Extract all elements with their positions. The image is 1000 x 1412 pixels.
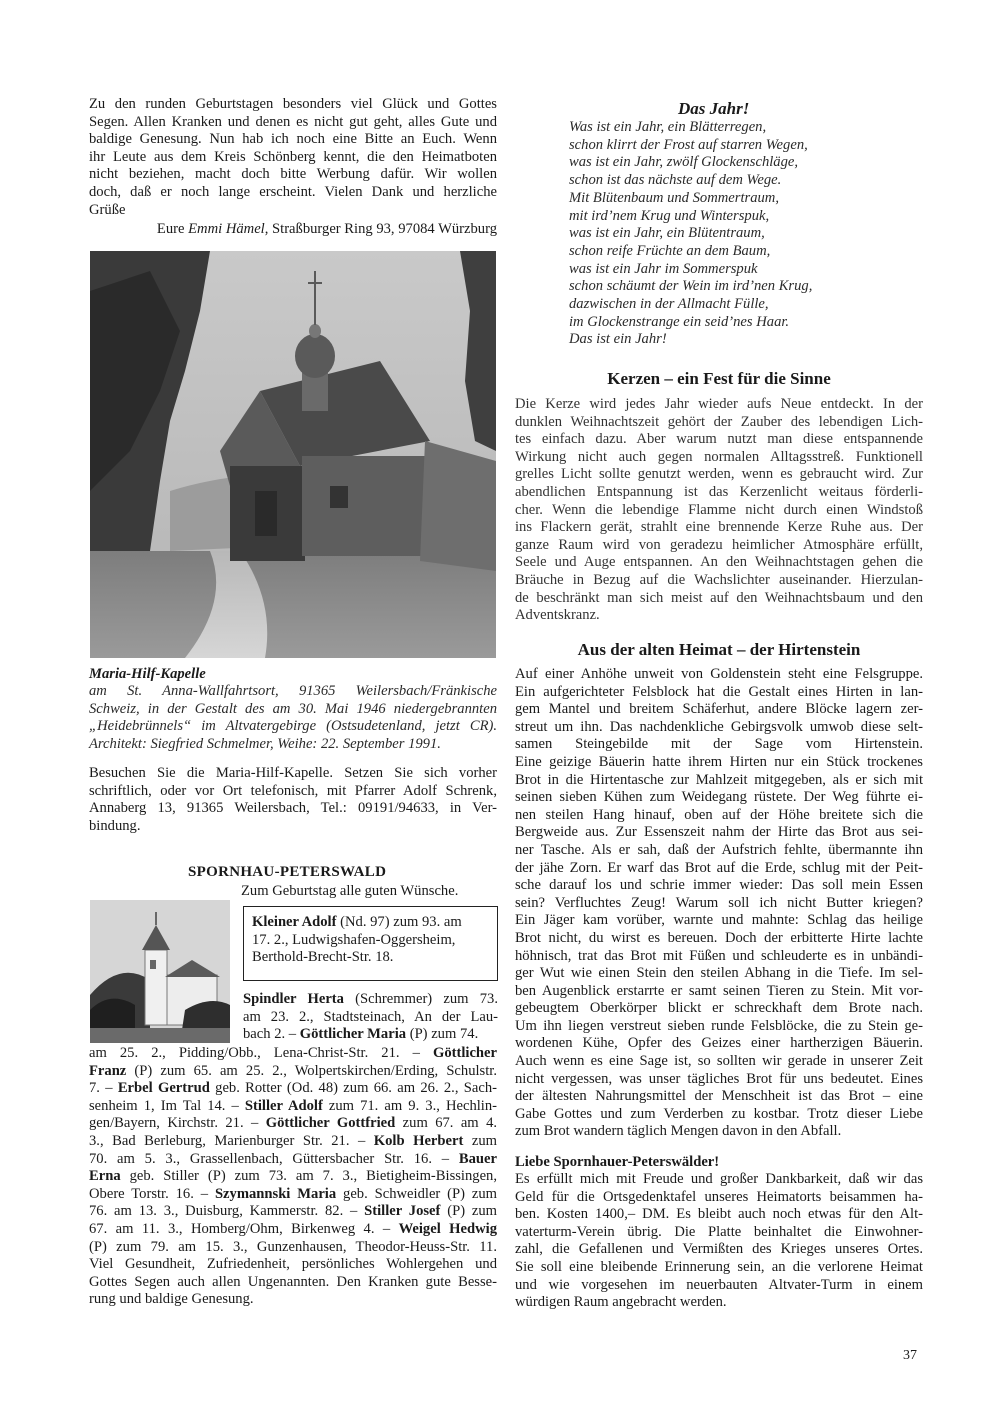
person-name: Spindler Herta [243, 991, 344, 1007]
poem-line: Das ist ein Jahr! [569, 331, 667, 348]
text-line: samen Steingebilde mit der Sage vom Hirtenstein. [515, 736, 923, 753]
poem-title: Das Jahr! [678, 99, 750, 118]
entry-text: 70. am 5. 3., Grassellenbach, Güttersbacher Str. 16. – [89, 1150, 459, 1167]
entry-text: (P) zum 79. am 15. 3., Gunzenhausen, Theodor-Heuss-Str. 11. [89, 1238, 497, 1255]
text-line: Ein Jäger kam vorüber, warnte und mahnte: Schlag das heilige [515, 912, 923, 929]
entry-text: (P) zum [440, 1203, 497, 1220]
text-line: Auch wenn es eine Sage ist, so sollten wir gerade in unserer Zeit [515, 1053, 923, 1070]
hirten-text [515, 666, 923, 1141]
person-name: Stiller Adolf [244, 1097, 323, 1114]
chapel-photo [90, 251, 496, 658]
text-line: Schweiz, in der Gestalt des am 30. Mai 1946 niedergebrannten [89, 700, 497, 717]
poem-line: was ist ein Jahr, zwölf Glockenschläge, [569, 154, 799, 171]
kerzen-title: Kerzen – ein Fest für die Sinne [607, 369, 831, 388]
text-line: und wie vorgesehen im neuerbauten Altvater-Turm in einem [515, 1276, 923, 1293]
signature-line [89, 221, 497, 239]
text-line: nicht beziehen, macht doch bitte Werbung dafür. Wir wollen [89, 166, 497, 183]
entry-line [89, 1045, 497, 1063]
signature-address: , Straßburger Ring 93, 97084 Würzburg [264, 221, 497, 237]
signature-name: Emmi Hämel [188, 221, 265, 237]
text-line: dunklen Weihnachtszeit gehört der Zauber des lebendigen Lich- [515, 413, 923, 430]
entry-line [243, 1009, 498, 1027]
page-number: 37 [903, 1348, 917, 1363]
text-line: gem Mantel und breitem Schäferhut, andere Blöcke lagern zer- [515, 701, 923, 718]
text-line: ben Augenblick erstarrte er samt seinen Tieren zu Stein. Mit vor- [515, 982, 923, 999]
poem-line: schon ist das nächste auf dem Wege. [569, 172, 782, 189]
church-photo-image [90, 900, 230, 1043]
text-line: Seele und Auge entspannen. An den Weihnachtstagen gehen die [515, 554, 923, 571]
letter-text [515, 1171, 923, 1312]
person-name: Weigel Hedwig [398, 1220, 497, 1237]
text-line: baldige Genesung. Nun hab ich noch eine Bitte an Euch. Wenn [89, 131, 497, 148]
entry-text: Viel Gesundheit, Zufriedenheit, persönliches Wohlergehen und [89, 1256, 497, 1273]
text-line: „Heidebrünnels“ im Altvatergebirge (Ostsudetenland, jetzt CR). [89, 718, 497, 735]
text-line: wordenen Kühe, Opfer des Geizes einer hartherzigen Bäuerin. [515, 1035, 923, 1052]
person-name: Göttlicher [432, 1045, 497, 1061]
text-line: tes einfach dazu. Aber warum nutzt man diese entspannende [515, 431, 923, 448]
signature-prefix: Eure [156, 221, 189, 237]
person-name: Szymannski Maria [214, 1185, 337, 1202]
text-line: streut um ihn. Das nachdenkliche Gebirgsvolk umwob diese selt- [515, 718, 923, 735]
text-line: ner Tasche. Als er sah, daß der Aufstrich fehlte, übermannte ihn [515, 841, 923, 858]
photo-caption-title: Maria-Hilf-Kapelle [89, 666, 206, 682]
birthday-entries [89, 1045, 497, 1309]
entry-text: geb. Schweidler (P) zum [336, 1185, 497, 1202]
entry-line [89, 1291, 497, 1309]
entry-line [89, 1186, 497, 1204]
text-line: Eine geizige Bäuerin hatte ihrem Hirten nur ein Stück trockenes [515, 753, 923, 770]
entry-text: Gottes Segen auch allen Ungenannten. Den Kranken gute Besse- [89, 1273, 497, 1290]
person-name: Bauer [458, 1150, 497, 1167]
box-entry-name: Kleiner Adolf [252, 914, 337, 930]
text-line: de beschränkt man sich meist auf den Weihnachtsbaum und den [515, 589, 923, 606]
entry-line [243, 991, 498, 1009]
entry-line [89, 1151, 497, 1169]
text-line: zum Brot wandern täglich Mengen davon in den Abfall. [515, 1123, 842, 1140]
text-line: abendlichen Entspannung ist das Kerzenlicht weitaus förderli- [515, 483, 923, 500]
text-line: der jähe Zorn. Er warf das Brot auf die Erde, schlug mit der Peit- [515, 859, 923, 876]
person-name: Erbel Gertrud [117, 1080, 210, 1097]
letter-heading: Liebe Spornhauer-Peterswälder! [515, 1154, 720, 1170]
poem-line: mit ird’nem Krug und Winterspuk, [569, 207, 770, 224]
text-line: Um ihn liegen verstreut sieben runde Felsblöcke, die zu Stein ge- [515, 1017, 923, 1034]
box-entry-line-3: Berthold-Brecht-Str. 18. [252, 949, 394, 966]
entry-line [89, 1115, 497, 1133]
poem-line: was ist ein Jahr im Sommerspuk [569, 260, 758, 277]
entry-text: zum [463, 1132, 497, 1149]
birthday-intro: Zum Geburtstag alle guten Wünsche. [241, 883, 459, 899]
person-name: Göttlicher Gottfried [265, 1115, 396, 1132]
text-line: am St. Anna-Wallfahrtsort, 91365 Weilersbach/Fränkische [89, 683, 497, 699]
text-line: Adventskranz. [515, 607, 600, 624]
entry-line [89, 1256, 497, 1274]
box-entry-rest: (Nd. 97) zum 93. am [336, 914, 462, 930]
entry-text: senheim 1, Im Tal 14. – [89, 1097, 245, 1114]
text-line: zahl, die Gefallenen und Vermißten des Krieges unseres Ortes. [515, 1241, 923, 1258]
section-title: SPORNHAU-PETERSWALD [188, 864, 387, 880]
text-line: ben. Kosten 1400,– DM. Es bleibt auch noch etwas für den Alt- [515, 1206, 923, 1223]
photo-caption [89, 683, 497, 753]
person-name: Kolb Herbert [373, 1132, 464, 1149]
entry-text: am 23. 2., Stadtsteinach, An der Lau- [243, 1008, 498, 1025]
entry-text: (P) zum 65. am 25. 2., Wolpertskirchen/Erding, Schulstr. [126, 1062, 497, 1079]
entry-text: 3., Bad Berleburg, Marienburger Str. 21. – [89, 1132, 374, 1149]
text-line: gebeugtem Oberkörper blickt er schreckhaft dem Brote nach. [515, 1000, 923, 1017]
text-line: Bräuche in Bezug auf die Wachslichter auseinander. Hierzulan- [515, 571, 923, 588]
person-name: Stiller Josef [364, 1203, 441, 1220]
person-name: Göttlicher Maria [299, 1026, 407, 1043]
person-name: Franz [89, 1062, 127, 1079]
text-line: Die Kerze wird jedes Jahr wieder aufs Neue entdeckt. In der [515, 396, 923, 412]
text-line: Sie soll eine bleibende Erinnerung sein, an die verlorene Heimat [515, 1258, 923, 1275]
text-line: Ein aufgerichteter Felsblock hat die Gestalt eines Hirten in lan- [515, 683, 923, 700]
poem-line: Was ist ein Jahr, ein Blätterregen, [569, 119, 767, 135]
entry-line [89, 1098, 497, 1116]
entry-text: bach 2. – [243, 1026, 300, 1043]
poem-line: schon schäumt der Wein im ird’nen Krug, [569, 278, 813, 295]
text-line: Wirkung nicht auch gegen normalen Alltagsstreß. Funktionell [515, 448, 923, 465]
text-line: nen steilen Hang hinauf, oben auf der Höhe breitete sich die [515, 806, 923, 823]
entry-text: rung und baldige Genesung. [89, 1291, 254, 1308]
entry-line [89, 1063, 497, 1081]
text-line: doch, daß er noch lange erscheint. Vielen Dank und herzliche [89, 183, 497, 200]
intro-text [89, 96, 497, 219]
text-line: vaterturm-Verein übrig. Die Platte beinhaltet die Einwohner- [515, 1223, 923, 1240]
box-entry-line-2: 17. 2., Ludwigshafen-Oggersheim, [252, 931, 456, 948]
entry-text: 76. am 13. 3., Duisburg, Kammerstr. 82. – [89, 1203, 365, 1220]
poem-line: Mit Blütenbaum und Sommertraum, [569, 189, 779, 206]
text-line: grelles Licht sollte genutzt werden, wenn es gebraucht wird. Zur [515, 466, 923, 483]
text-line: ihr Leute aus dem Kreis Schönberg kennt, die den Heimatboten [89, 148, 497, 165]
entry-line [89, 1133, 497, 1151]
text-line: cher. Wenn die lebendige Flamme nicht durch einen Windstoß [515, 501, 923, 518]
poem-line: schon reife Früchte an dem Baum, [569, 242, 771, 259]
entry-text: zum 71. am 9. 3., Hechlin- [322, 1097, 498, 1114]
poem-line: im Glockenstrange ein seid’nes Haar. [569, 313, 790, 330]
box-entry-line-1 [252, 914, 489, 932]
text-line: würdigen Raum angebracht werden. [515, 1294, 727, 1311]
entry-line [89, 1239, 497, 1257]
entry-line [89, 1274, 497, 1292]
text-line: Es erfüllt mich mit Freude und großer Dankbarkeit, daß wir das [515, 1171, 923, 1187]
entry-text: 67. am 11. 3., Homberg/Ohm, Birkenweg 4. – [89, 1220, 399, 1237]
text-line: seinen sieben Kühen zum Weidegang rüstete. Der Weg führte ei- [515, 789, 923, 806]
kerzen-text [515, 396, 923, 625]
text-line: ins Flackern gerät, strahlt eine brennende Kerze Ruhe aus. Der [515, 519, 923, 536]
text-line: ger Wut wie einen Stein den steilen Abhang in die Tiefe. Im sel- [515, 965, 923, 982]
entry-line [243, 1026, 498, 1044]
entry-line [89, 1221, 497, 1239]
text-line: sche darauf los und schrie immer wieder: Das soll mein Essen [515, 877, 923, 894]
entry-text: am 25. 2., Pidding/Obb., Lena-Christ-Str. 21. – [89, 1045, 433, 1061]
text-line: Zu den runden Geburtstagen besonders viel Glück und Gottes [89, 96, 497, 112]
text-line: schriftlich, oder vor Ort telefonisch, mit Pfarrer Adolf Schrenk, [89, 782, 497, 799]
text-line: Architekt: Siegfried Schmelmer, Weihe: 22. September 1991. [89, 735, 441, 752]
church-photo [90, 900, 230, 1043]
text-line: Geld für die Ortsgedenktafel unseres Heimatorts beisammen ha- [515, 1188, 923, 1205]
poem-line: dazwischen in der Allmacht Fülle, [569, 296, 769, 313]
entry-line [89, 1203, 497, 1221]
text-line: ganze Raum wird von geradezu heimlicher Atmosphäre erfüllt, [515, 536, 923, 553]
birthday-entry-box [243, 906, 498, 981]
entry-text: geb. Stiller (P) zum 73. am 7. 3., Bietigheim-Bissingen, [120, 1168, 497, 1185]
entry-text: zum 67. am 4. [395, 1115, 498, 1132]
poem-line: was ist ein Jahr, ein Blütentraum, [569, 225, 765, 242]
person-name: Erna [89, 1168, 121, 1185]
visit-text [89, 765, 497, 835]
chapel-photo-image [90, 251, 496, 658]
text-line: sein? Verfluchtes Zeug! Warum soll ich nicht Butter kriegen? [515, 894, 923, 911]
text-line: Gabe Gottes und zum Verderben zu kostbar. Trotz dieser Liebe [515, 1105, 923, 1122]
entry-text: (P) zum 74. [406, 1026, 479, 1043]
poem-line: schon klirrt der Frost auf starren Wegen, [569, 136, 808, 153]
entry-text: geb. Rotter (Od. 48) zum 66. am 26. 2., Sach- [209, 1080, 497, 1097]
entry-line [89, 1168, 497, 1186]
text-line: der ältesten Nahrungsmittel der Menschheit ist das Brot – eine [515, 1088, 923, 1105]
text-line: Brot nicht, du wirst es bereuen. Doch der erbitterte Hirte lachte [515, 929, 923, 946]
entry-text: Obere Torstr. 16. – [89, 1185, 215, 1202]
text-line: bindung. [89, 817, 141, 834]
text-line: Segen. Allen Kranken und denen es nicht gut geht, alles Gute und [89, 113, 497, 130]
entry-text: gen/Bayern, Kirchstr. 21. – [89, 1115, 266, 1132]
text-line: Grüße [89, 201, 126, 218]
text-line: Auf einer Anhöhe unweit von Goldenstein steht eine Felsgruppe. [515, 666, 923, 682]
entry-text: 7. – [89, 1080, 118, 1097]
text-line: höhnisch, trat das Brot mit Füßen und schleuderte es in unbändi- [515, 947, 923, 964]
text-line: Bergweide aus. Zur Essenszeit nahm der Hirte das Brot aus sei- [515, 824, 923, 841]
text-line: Annaberg 13, 91365 Weilersbach, Tel.: 09191/94633, in Ver- [89, 800, 497, 817]
hirten-title: Aus der alten Heimat – der Hirtenstein [577, 640, 861, 659]
text-line: Besuchen Sie die Maria-Hilf-Kapelle. Setzen Sie sich vorher [89, 765, 497, 781]
text-line: Brot in die Hirtentasche zur Mahlzeit mitgegeben, als er sich mit [515, 771, 923, 788]
birthday-entries-narrow [243, 991, 498, 1044]
poem [569, 119, 869, 349]
entry-line [89, 1080, 497, 1098]
text-line: nicht vergessen, was unser tägliches Brot für uns bedeutet. Eines [515, 1070, 923, 1087]
entry-text: (Schremmer) zum 73. [343, 991, 498, 1007]
